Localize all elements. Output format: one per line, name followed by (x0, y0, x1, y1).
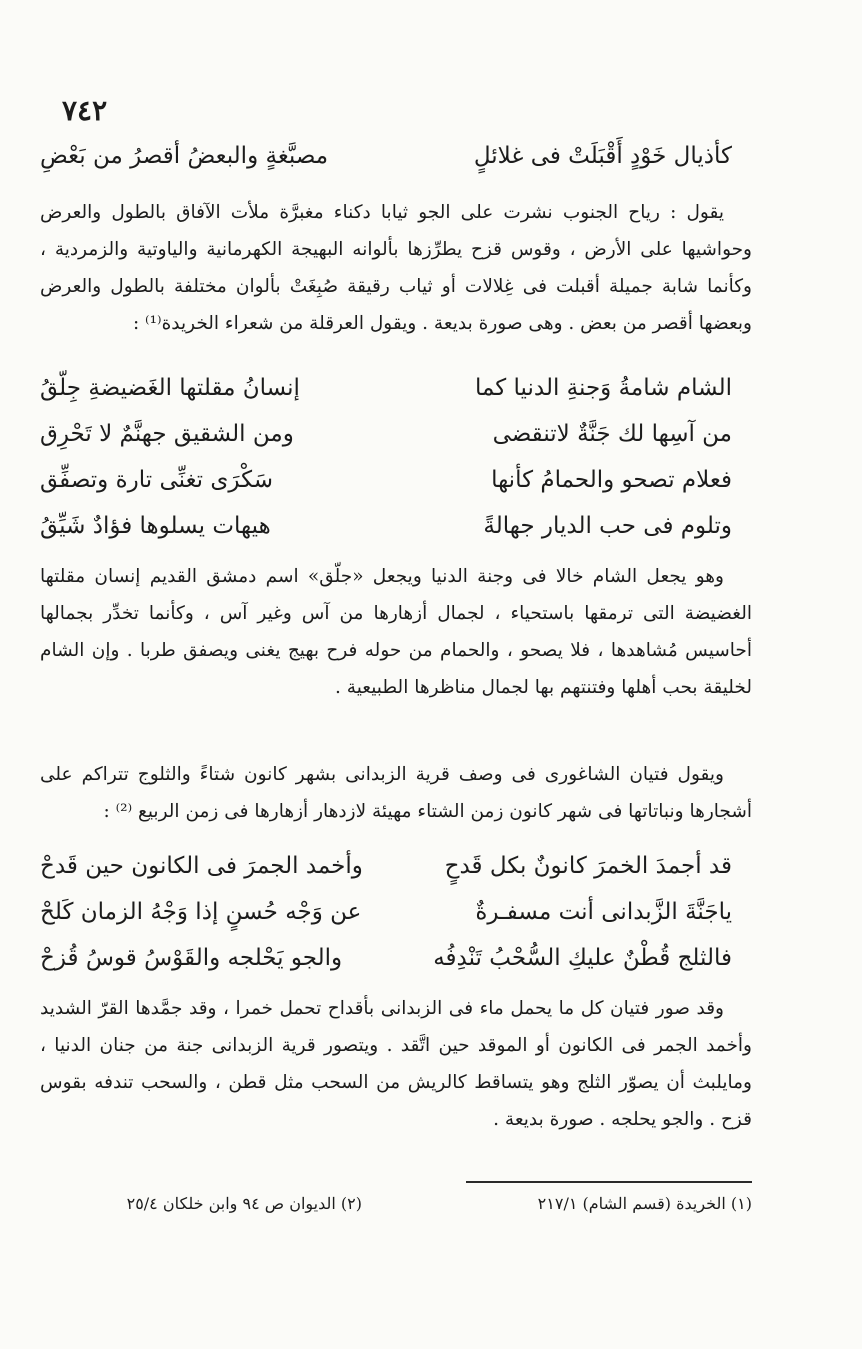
verse-hemistich-left: سَكْرَى تغنِّى تارة وتصفِّق (40, 467, 274, 493)
verse-hemistich-right: قد أجمدَ الخمرَ كانونٌ بكل قَدحٍ (444, 853, 732, 879)
verse-hemistich-left: عن وَجْه حُسنٍ إذا وَجْهُ الزمان كَلحْ (40, 899, 362, 925)
verse-hemistich-left: وأخمد الجمرَ فى الكانون حين قَدحْ (40, 853, 363, 879)
verse-hemistich-left: ومن الشقيق جهنَّمٌ لا تَحْرِق (40, 421, 294, 447)
poem-2-line-3 (40, 938, 732, 978)
poem-1-line-1 (40, 368, 732, 408)
paragraph-commentary-1: يقول : رياح الجنوب نشرت على الجو ثيابا دكناء مغبرَّة ملأت الآفاق بالطول والعرض وحواشيها على الأرض ، وقوس قزح يطرِّزها بألوانه البهيجة الكهرمانية والياوتية والزمردية ، وكأنما شابة جميلة أقبلت فى غِلالات أو ثياب رقيقة صُبِغَتْ بألوان مختلفة بالطول والعرض وبعضها أقصر من بعض . وهى صورة بديعة . ويقول العرقلة من شعراء الخريدة⁽¹⁾ : (40, 202, 752, 334)
footnote-2: (٢) الديوان ص ٩٤ وابن خلكان ٢٥/٤ (126, 1194, 362, 1213)
poem-1-line-2 (40, 414, 732, 454)
poem-1-line-3 (40, 460, 732, 500)
verse-hemistich-right: كأذيال خَوْدٍ أَقْبَلَتْ فى غلائلٍ (473, 143, 732, 169)
poem-2-line-1 (40, 846, 732, 886)
paragraph-commentary-2: وهو يجعل الشام خالا فى وجنة الدنيا ويجعل «جلّق» اسم دمشق القديم إنسان مقلتها الغضيضة التى ترمقها باستحياء ، لجمال أزهارها من آس وغير آس ، وكأنما تخدِّر بجمالها أحاسيس مُشاهدها ، فلا يصحو ، والحمام من حوله فرح بهيج يغنى ويصفق طربا . وإن الشام لخليقة بحب أهلها وفتنتهم بها لجمال مناظرها الطبيعية . (40, 566, 752, 698)
verse-hemistich-left: هيهات يسلوها فؤادٌ شَيِّقُ (40, 513, 271, 539)
verse-hemistich-left: والجو يَحْلجه والقَوْسُ قوسُ قُزحْ (40, 945, 343, 971)
verse-hemistich-right: فعلام تصحو والحمامُ كأنها (491, 467, 732, 493)
verse-hemistich-right: فالثلج قُطْنٌ عليكِ السُّحْبُ تَنْدِفُه (433, 945, 732, 971)
page-number: ٧٤٢ (62, 94, 108, 127)
verse-hemistich-right: ياجَنَّةَ الزَّبدانى أنت مسفـرةٌ (475, 899, 732, 925)
poem-2-line-2 (40, 892, 732, 932)
poem-1-line-4 (40, 506, 732, 546)
verse-hemistich-left: مصبَّغةٍ والبعضُ أقصرُ من بَعْضِ (40, 143, 329, 169)
verse-hemistich-left: إنسانُ مقلتها الغَضيضةِ جِلّقُ (40, 375, 300, 401)
verse-top (40, 136, 732, 176)
verse-hemistich-right: من آسِها لك جَنَّةٌ لاتنقضى (492, 421, 732, 447)
verse-hemistich-right: الشام شامةُ وَجنةِ الدنيا كما (474, 375, 732, 401)
footnote-divider (466, 1181, 752, 1183)
verse-hemistich-right: وتلوم فى حب الديار جهالةً (483, 513, 732, 539)
paragraph-intro-3: ويقول فتيان الشاغورى فى وصف قرية الزبدانى بشهر كانون شتاءً والثلوج تتراكم على أشجارها ونباتاتها فى شهر كانون زمن الشتاء مهيئة لازدهار أزهارها فى زمن الربيع ⁽²⁾ : (40, 764, 752, 822)
paragraph-commentary-4: وقد صور فتيان كل ما يحمل ماء فى الزبدانى بأقداح تحمل خمرا ، وقد جمَّدها القرّ الشديد وأخمد الجمر فى الكانون أو الموقد حين اتَّقد . ويتصور قرية الزبدانى جنة من جنان الدنيا ، ومايلبث أن يصوّر الثلج وهو يتساقط كالريش من السحب مثل قطن ، والسحب تندفه بقوس قزح . والجو يحلجه . صورة بديعة . (40, 998, 752, 1130)
footnote-1: (١) الخريدة (قسم الشام) ٢١٧/١ (537, 1194, 752, 1213)
